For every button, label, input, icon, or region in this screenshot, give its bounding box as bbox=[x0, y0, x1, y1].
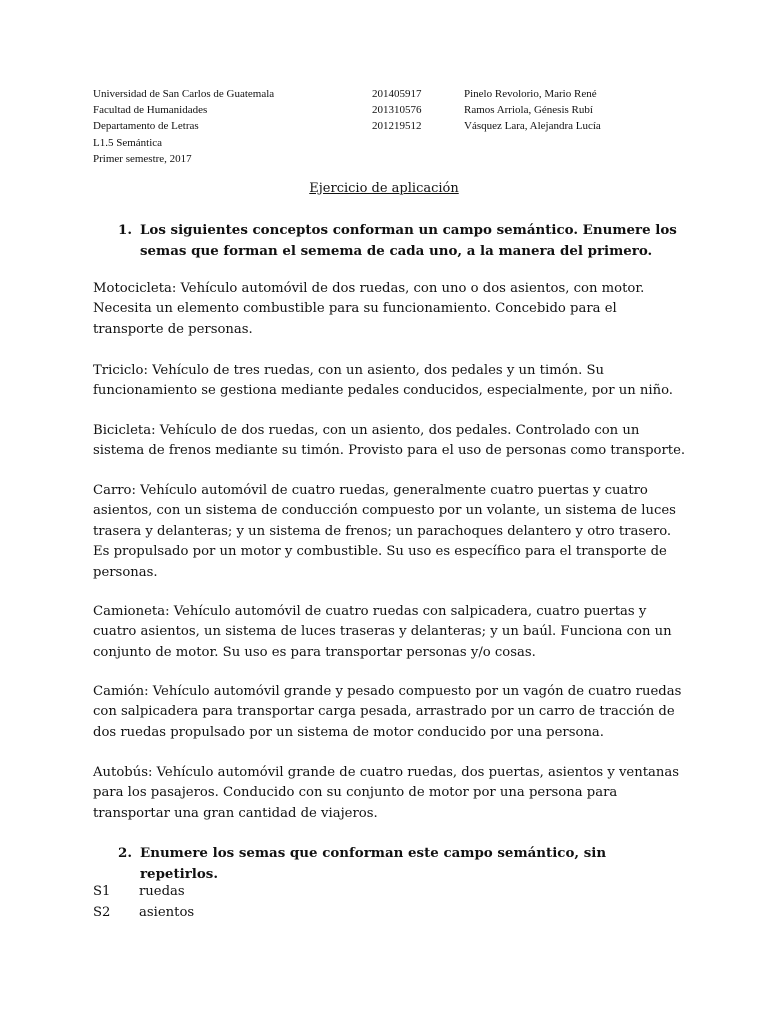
paragraph-camion bbox=[93, 682, 685, 743]
header-line: Universidad de San Carlos de Guatemala bbox=[93, 88, 275, 100]
paragraph-line: Autobús: Vehículo automóvil grande de cuatro ruedas, dos puertas, asientos y ventanas bbox=[93, 765, 679, 780]
sema-value: ruedas bbox=[139, 884, 185, 899]
sema-code: S2 bbox=[93, 905, 111, 920]
paragraph-line: personas. bbox=[93, 564, 158, 580]
paragraph-camioneta bbox=[93, 602, 685, 663]
paragraph-line: para los pasajeros. Conducido con su conjunto de motor por una persona para bbox=[93, 785, 618, 801]
document-title bbox=[0, 180, 768, 198]
question-1 bbox=[118, 220, 678, 261]
sema-value: asientos bbox=[139, 905, 195, 920]
question-line: Los siguientes conceptos conforman un campo semántico. Enumere los bbox=[140, 222, 677, 238]
paragraph-carro bbox=[93, 481, 685, 583]
paragraph-triciclo bbox=[93, 361, 685, 402]
question-number: 1. bbox=[118, 222, 132, 238]
institution-info bbox=[93, 86, 274, 167]
question-number: 2. bbox=[118, 845, 132, 861]
student-id: 201310576 bbox=[372, 104, 422, 117]
paragraph-line: funcionamiento se gestiona mediante pedales conducidos, especialmente, por un niño. bbox=[93, 383, 673, 399]
student-ids bbox=[372, 86, 422, 135]
student-name: Ramos Arriola, Génesis Rubí bbox=[464, 104, 593, 117]
sema-code: S1 bbox=[93, 884, 111, 899]
paragraph-line: Camión: Vehículo automóvil grande y pesado compuesto por un vagón de cuatro ruedas bbox=[93, 684, 682, 699]
paragraph-line: Es propulsado por un motor y combustible. Su uso es específico para el transporte de bbox=[93, 544, 667, 560]
paragraph-line: Motocicleta: Vehículo automóvil de dos ruedas, con uno o dos asientos, con motor. bbox=[93, 281, 645, 296]
title-text: Ejercicio de aplicación bbox=[309, 181, 459, 196]
header-line: Departamento de Letras bbox=[93, 120, 199, 133]
paragraph-line: cuatro asientos, un sistema de luces traseras y delanteras; y un baúl. Funciona con un bbox=[93, 624, 672, 640]
student-names bbox=[464, 86, 601, 135]
paragraph-line: Necesita un elemento combustible para su funcionamiento. Concebido para el bbox=[93, 301, 617, 317]
paragraph-line: transportar una gran cantidad de viajeros. bbox=[93, 805, 378, 821]
paragraph-line: trasera y delanteras; y un sistema de frenos; un parachoques delantero y otro trasero. bbox=[93, 523, 672, 539]
paragraph-line: sistema de frenos mediante su timón. Provisto para el uso de personas como transporte. bbox=[93, 443, 686, 459]
question-line: semas que forman el semema de cada uno, a la manera del primero. bbox=[140, 242, 653, 259]
paragraph-bicicleta bbox=[93, 421, 685, 462]
student-id: 201219512 bbox=[372, 120, 422, 133]
student-name: Vásquez Lara, Alejandra Lucía bbox=[464, 120, 601, 133]
paragraph-line: transporte de personas. bbox=[93, 321, 253, 337]
paragraph-line: asientos, con un sistema de conducción compuesto por un volante, un sistema de luces bbox=[93, 503, 676, 519]
paragraph-line: conjunto de motor. Su uso es para transportar personas y/o cosas. bbox=[93, 644, 536, 660]
paragraph-motocicleta bbox=[93, 279, 685, 340]
paragraph-autobus bbox=[93, 763, 685, 824]
question-2 bbox=[118, 843, 678, 884]
student-name: Pinelo Revolorio, Mario René bbox=[464, 88, 597, 100]
paragraph-line: Camioneta: Vehículo automóvil de cuatro ruedas con salpicadera, cuatro puertas y bbox=[93, 604, 647, 619]
paragraph-line: Bicicleta: Vehículo de dos ruedas, con un asiento, dos pedales. Controlado con un bbox=[93, 423, 640, 438]
paragraph-line: Triciclo: Vehículo de tres ruedas, con un asiento, dos pedales y un timón. Su bbox=[93, 363, 605, 378]
paragraph-line: con salpicadera para transportar carga pesada, arrastrado por un carro de tracción de bbox=[93, 704, 675, 720]
header-line: Facultad de Humanidades bbox=[93, 104, 208, 117]
header-line: Primer semestre, 2017 bbox=[93, 152, 192, 165]
header-line: L1.5 Semántica bbox=[93, 136, 163, 149]
paragraph-line: dos ruedas propulsado por un sistema de motor conducido por una persona. bbox=[93, 724, 604, 740]
paragraph-line: Carro: Vehículo automóvil de cuatro ruedas, generalmente cuatro puertas y cuatro bbox=[93, 483, 648, 498]
student-id: 201405917 bbox=[372, 88, 422, 100]
question-line: Enumere los semas que conforman este campo semántico, sin repetirlos. bbox=[140, 845, 607, 882]
